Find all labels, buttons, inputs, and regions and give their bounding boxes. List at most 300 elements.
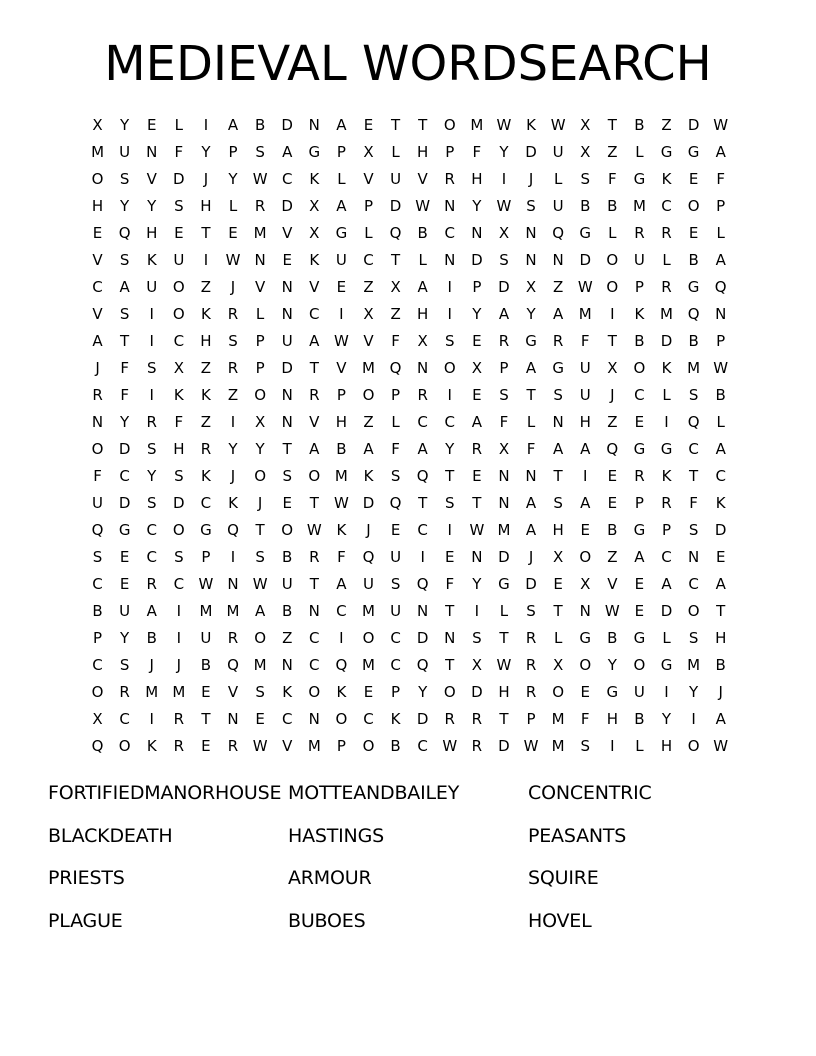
grid-letter: L — [662, 386, 671, 404]
grid-letter: L — [174, 116, 183, 134]
grid-letter: R — [200, 440, 212, 458]
grid-letter: S — [146, 494, 157, 512]
grid-letter: F — [716, 170, 726, 188]
grid-letter: A — [661, 575, 672, 593]
grid-letter: I — [149, 386, 154, 404]
grid-letter: V — [254, 278, 266, 296]
grid-letter: L — [418, 251, 427, 269]
grid-letter: I — [176, 629, 182, 647]
grid-letter: A — [715, 440, 726, 458]
grid-letter: G — [660, 440, 673, 458]
grid-letter: D — [687, 116, 700, 134]
grid-letter: U — [390, 170, 402, 188]
grid-letter: Q — [416, 467, 429, 485]
grid-letter: L — [635, 737, 644, 755]
grid-letter: T — [607, 116, 617, 134]
grid-letter: Z — [607, 413, 618, 431]
grid-letter: C — [92, 278, 103, 296]
grid-letter: N — [281, 305, 293, 323]
grid-letter: B — [688, 332, 699, 350]
grid-letter: A — [580, 440, 591, 458]
grid-letter: H — [335, 413, 348, 431]
grid-letter: Q — [389, 494, 402, 512]
grid-letter: D — [498, 737, 510, 755]
grid-letter: S — [119, 170, 130, 188]
grid-letter: B — [607, 629, 618, 647]
grid-letter: R — [146, 575, 157, 593]
grid-letter: U — [390, 602, 402, 620]
grid-letter: Z — [553, 278, 564, 296]
grid-letter: G — [660, 143, 673, 161]
grid-letter: J — [149, 656, 154, 674]
grid-letter: X — [363, 305, 374, 323]
word-list-item: BUBOES — [288, 910, 366, 933]
grid-letter: N — [308, 602, 320, 620]
grid-letter: C — [309, 305, 320, 323]
word-list-item: PEASANTS — [528, 824, 627, 847]
grid-letter: P — [634, 494, 644, 512]
grid-letter: E — [119, 575, 130, 593]
grid-letter: Z — [363, 413, 374, 431]
grid-letter: R — [444, 710, 455, 728]
grid-letter: P — [716, 197, 726, 215]
grid-letter: N — [579, 602, 591, 620]
grid-letter: T — [418, 494, 428, 512]
grid-letter: O — [633, 359, 646, 377]
grid-letter: A — [146, 602, 157, 620]
grid-letter: N — [281, 386, 293, 404]
grid-letter: T — [390, 116, 401, 134]
grid-letter: I — [691, 710, 696, 728]
grid-letter: C — [281, 170, 293, 188]
grid-letter: E — [174, 224, 184, 242]
grid-letter: V — [146, 170, 157, 188]
grid-letter: N — [254, 251, 266, 269]
grid-letter: O — [579, 548, 592, 566]
grid-letter: P — [391, 386, 401, 404]
grid-letter: B — [390, 737, 401, 755]
grid-letter: Q — [389, 224, 402, 242]
grid-letter: M — [551, 737, 565, 755]
grid-letter: A — [525, 521, 537, 539]
grid-letter: E — [634, 575, 645, 593]
grid-letter: Q — [687, 305, 700, 323]
grid-letter: V — [282, 737, 293, 755]
grid-letter: C — [417, 737, 428, 755]
grid-letter: O — [687, 737, 700, 755]
grid-letter: O — [335, 710, 348, 728]
grid-letter: W — [306, 521, 322, 539]
grid-letter: C — [363, 251, 374, 269]
grid-letter: K — [634, 305, 645, 323]
grid-letter: V — [363, 332, 374, 350]
grid-letter: P — [255, 332, 265, 350]
page-title: MEDIEVAL WORDSEARCH — [104, 36, 712, 92]
grid-letter: R — [173, 710, 185, 728]
grid-letter: D — [579, 251, 592, 269]
grid-letter: L — [716, 413, 725, 431]
grid-letter: Q — [687, 413, 700, 431]
grid-letter: R — [119, 683, 130, 701]
grid-letter: Y — [661, 710, 672, 728]
grid-letter: E — [580, 683, 590, 701]
grid-letter: C — [634, 386, 645, 404]
grid-letter: B — [715, 656, 726, 674]
grid-letter: T — [526, 386, 536, 404]
grid-letter: S — [146, 359, 157, 377]
grid-letter: S — [255, 548, 265, 566]
grid-letter: E — [228, 224, 238, 242]
grid-letter: Q — [91, 521, 104, 539]
grid-letter: E — [363, 683, 374, 701]
grid-letter: S — [499, 386, 509, 404]
grid-letter: H — [579, 413, 591, 431]
grid-letter: L — [716, 224, 725, 242]
grid-letter: X — [553, 548, 564, 566]
grid-letter: J — [528, 548, 534, 566]
grid-letter: H — [660, 737, 673, 755]
grid-letter: L — [391, 413, 400, 431]
grid-letter: K — [146, 251, 157, 269]
grid-letter: H — [417, 305, 429, 323]
grid-letter: B — [417, 224, 428, 242]
grid-letter: S — [688, 521, 699, 539]
grid-letter: Z — [200, 278, 212, 296]
word-list-item: MOTTEANDBAILEY — [288, 782, 460, 804]
grid-letter: Y — [689, 683, 699, 701]
word-list-item: ARMOUR — [288, 867, 372, 890]
grid-letter: L — [553, 629, 563, 647]
grid-letter: V — [309, 278, 320, 296]
grid-letter: F — [174, 413, 184, 431]
grid-letter: D — [281, 197, 293, 215]
grid-letter: H — [471, 170, 483, 188]
grid-letter: I — [610, 305, 615, 323]
grid-letter: U — [173, 251, 185, 269]
grid-letter: L — [635, 143, 644, 161]
grid-letter: K — [282, 683, 293, 701]
grid-letter: S — [499, 251, 509, 269]
grid-letter: O — [606, 251, 619, 269]
grid-letter: C — [417, 521, 428, 539]
grid-letter: U — [119, 143, 131, 161]
grid-letter: Y — [499, 143, 509, 161]
grid-letter: R — [309, 386, 320, 404]
grid-letter: O — [633, 656, 646, 674]
grid-letter: T — [472, 494, 482, 512]
grid-letter: I — [230, 413, 236, 431]
grid-letter: N — [281, 656, 293, 674]
grid-letter: W — [198, 575, 214, 593]
grid-letter: J — [230, 467, 236, 485]
word-list-item: PLAGUE — [48, 910, 123, 933]
grid-letter: N — [525, 224, 537, 242]
grid-letter: R — [227, 629, 239, 647]
grid-letter: S — [255, 683, 265, 701]
grid-letter: I — [447, 305, 452, 323]
grid-letter: U — [579, 359, 591, 377]
grid-letter: I — [149, 710, 154, 728]
grid-letter: O — [362, 737, 375, 755]
grid-letter: S — [445, 332, 455, 350]
grid-letter: C — [688, 575, 699, 593]
grid-letter: U — [200, 629, 212, 647]
grid-letter: Q — [552, 224, 565, 242]
grid-letter: V — [282, 224, 293, 242]
grid-letter: D — [471, 251, 483, 269]
grid-letter: A — [715, 575, 726, 593]
grid-letter: Y — [201, 143, 211, 161]
grid-letter: O — [308, 467, 321, 485]
grid-letter: O — [91, 440, 104, 458]
grid-letter: M — [307, 737, 321, 755]
grid-letter: T — [716, 602, 726, 620]
grid-letter: U — [390, 548, 402, 566]
grid-letter: G — [525, 332, 537, 350]
grid-letter: E — [472, 332, 482, 350]
grid-letter: S — [580, 170, 590, 188]
grid-letter: W — [496, 656, 512, 674]
grid-letter: D — [362, 494, 375, 512]
grid-letter: K — [309, 170, 320, 188]
grid-letter: R — [309, 548, 320, 566]
grid-letter: E — [634, 602, 645, 620]
word-list-item: BLACKDEATH — [48, 824, 173, 847]
grid-letter: T — [499, 710, 509, 728]
grid-letter: O — [172, 305, 185, 323]
grid-letter: J — [528, 170, 534, 188]
grid-letter: M — [334, 467, 348, 485]
grid-letter: U — [362, 575, 374, 593]
grid-letter: E — [634, 413, 645, 431]
grid-letter: X — [254, 413, 266, 431]
grid-letter: W — [577, 278, 593, 296]
grid-letter: F — [445, 575, 455, 593]
grid-letter: L — [662, 251, 671, 269]
grid-letter: E — [363, 116, 374, 134]
grid-letter: A — [363, 440, 374, 458]
grid-letter: H — [200, 197, 212, 215]
grid-letter: B — [715, 386, 726, 404]
grid-letter: F — [472, 143, 482, 161]
grid-letter: E — [688, 170, 699, 188]
grid-letter: D — [660, 332, 673, 350]
grid-letter: Q — [118, 224, 131, 242]
grid-letter: Y — [472, 305, 482, 323]
grid-letter: J — [718, 683, 723, 701]
grid-letter: T — [282, 440, 292, 458]
grid-letter: U — [146, 278, 158, 296]
grid-letter: Y — [526, 305, 536, 323]
grid-letter: Z — [363, 278, 374, 296]
grid-letter: X — [390, 278, 401, 296]
grid-letter: X — [553, 656, 564, 674]
grid-letter: B — [200, 656, 212, 674]
grid-letter: F — [580, 710, 590, 728]
grid-letter: U — [119, 602, 131, 620]
grid-letter: D — [173, 494, 185, 512]
grid-letter: W — [713, 359, 729, 377]
grid-letter: R — [146, 413, 157, 431]
grid-letter: R — [634, 467, 645, 485]
grid-letter: E — [282, 494, 292, 512]
grid-letter: E — [715, 548, 726, 566]
grid-letter: U — [552, 197, 564, 215]
grid-letter: G — [579, 629, 592, 647]
grid-letter: C — [119, 710, 130, 728]
grid-letter: N — [498, 494, 510, 512]
grid-letter: O — [443, 683, 456, 701]
grid-letter: G — [633, 521, 646, 539]
grid-letter: K — [661, 170, 672, 188]
word-list-item: HASTINGS — [288, 824, 384, 847]
grid-letter: C — [200, 494, 212, 512]
grid-letter: A — [580, 494, 591, 512]
grid-letter: Z — [607, 143, 618, 161]
grid-letter: W — [523, 737, 539, 755]
grid-letter: R — [552, 332, 564, 350]
grid-letter: O — [443, 116, 456, 134]
grid-letter: N — [227, 710, 239, 728]
grid-letter: M — [470, 116, 484, 134]
grid-letter: R — [471, 737, 483, 755]
grid-letter: B — [688, 251, 699, 269]
grid-letter: C — [417, 413, 428, 431]
grid-letter: F — [391, 332, 400, 350]
grid-letter: N — [146, 143, 158, 161]
grid-letter: V — [309, 413, 320, 431]
grid-letter: X — [363, 143, 374, 161]
grid-letter: O — [362, 629, 375, 647]
grid-letter: P — [526, 710, 536, 728]
grid-letter: V — [417, 170, 428, 188]
grid-letter: N — [444, 197, 456, 215]
grid-letter: M — [226, 602, 240, 620]
grid-letter: N — [308, 116, 320, 134]
grid-letter: R — [444, 170, 455, 188]
grid-letter: E — [688, 224, 699, 242]
grid-letter: A — [553, 440, 564, 458]
grid-letter: P — [716, 332, 726, 350]
grid-letter: E — [336, 278, 347, 296]
grid-letter: R — [227, 737, 239, 755]
grid-letter: F — [499, 413, 509, 431]
grid-letter: K — [390, 710, 401, 728]
grid-letter: C — [146, 521, 157, 539]
grid-letter: C — [688, 440, 699, 458]
grid-letter: Z — [282, 629, 293, 647]
grid-letter: I — [664, 683, 669, 701]
grid-letter: L — [499, 602, 509, 620]
grid-letter: U — [335, 251, 347, 269]
grid-letter: W — [713, 116, 729, 134]
grid-letter: M — [551, 710, 565, 728]
grid-letter: G — [200, 521, 212, 539]
grid-letter: J — [230, 278, 236, 296]
grid-letter: T — [553, 602, 563, 620]
letter-grid — [84, 112, 734, 760]
grid-letter: R — [661, 278, 672, 296]
grid-letter: G — [579, 224, 592, 242]
grid-letter: R — [525, 683, 537, 701]
grid-letter: E — [201, 683, 211, 701]
grid-letter: J — [366, 521, 371, 539]
grid-letter: W — [252, 170, 268, 188]
grid-letter: O — [254, 386, 267, 404]
grid-letter: P — [201, 548, 211, 566]
grid-letter: S — [526, 197, 536, 215]
grid-letter: F — [391, 440, 400, 458]
grid-letter: N — [471, 224, 483, 242]
grid-letter: M — [362, 602, 375, 620]
grid-letter: K — [363, 467, 374, 485]
grid-letter: E — [390, 521, 401, 539]
grid-letter: L — [391, 143, 400, 161]
grid-letter: L — [337, 170, 346, 188]
grid-letter: W — [333, 494, 349, 512]
grid-letter: C — [92, 656, 103, 674]
grid-letter: W — [550, 116, 566, 134]
word-list — [48, 778, 768, 949]
grid-letter: U — [633, 683, 645, 701]
grid-letter: J — [176, 656, 182, 674]
grid-letter: L — [553, 170, 563, 188]
grid-letter: A — [715, 710, 726, 728]
grid-letter: D — [281, 116, 293, 134]
grid-letter: N — [308, 710, 320, 728]
word-list-item: SQUIRE — [528, 867, 599, 890]
grid-letter: X — [498, 440, 510, 458]
grid-letter: S — [580, 737, 590, 755]
grid-letter: G — [660, 656, 673, 674]
grid-letter: I — [583, 467, 588, 485]
grid-letter: P — [661, 521, 672, 539]
grid-letter: X — [417, 332, 428, 350]
grid-letter: T — [309, 575, 319, 593]
grid-letter: S — [228, 332, 238, 350]
grid-letter: N — [525, 251, 537, 269]
grid-letter: I — [610, 737, 615, 755]
grid-letter: Z — [200, 413, 212, 431]
grid-letter: I — [474, 602, 480, 620]
grid-letter: N — [498, 467, 510, 485]
grid-letter: I — [339, 305, 344, 323]
grid-letter: R — [634, 224, 645, 242]
grid-letter: M — [497, 521, 511, 539]
grid-letter: J — [203, 170, 209, 188]
grid-letter: R — [471, 440, 483, 458]
grid-letter: Y — [228, 440, 238, 458]
grid-letter: C — [390, 656, 401, 674]
grid-letter: A — [336, 116, 347, 134]
grid-letter: H — [200, 332, 212, 350]
grid-letter: A — [715, 143, 726, 161]
grid-letter: E — [553, 575, 563, 593]
grid-letter: J — [257, 494, 263, 512]
grid-letter: A — [634, 548, 645, 566]
grid-letter: A — [553, 305, 564, 323]
grid-letter: K — [173, 386, 184, 404]
grid-letter: D — [118, 440, 131, 458]
grid-letter: C — [444, 413, 455, 431]
grid-letter: W — [225, 251, 241, 269]
grid-letter: T — [390, 251, 401, 269]
grid-letter: P — [228, 143, 238, 161]
grid-letter: T — [445, 656, 455, 674]
grid-letter: E — [119, 548, 130, 566]
grid-letter: I — [176, 602, 182, 620]
grid-letter: U — [579, 386, 591, 404]
